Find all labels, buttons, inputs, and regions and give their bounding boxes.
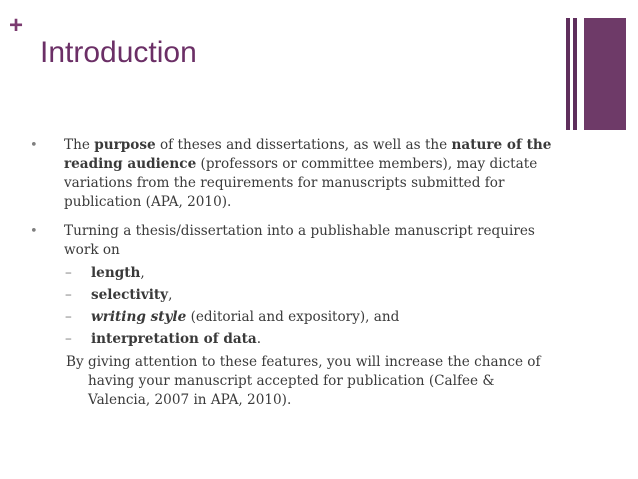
slide-content [30, 136, 560, 410]
sub-item-bold: length [91, 265, 141, 281]
sub-item-bold: writing style [91, 309, 187, 325]
plus-icon: + [9, 12, 24, 39]
sub-item-bold: selectivity [91, 287, 169, 303]
dash-icon: – [65, 331, 72, 347]
bullet1-text-2: of theses and dissertations, as well as the [155, 137, 452, 153]
dash-icon: – [65, 287, 72, 303]
slide-title: Introduction [40, 36, 197, 69]
sub-item-text [91, 330, 261, 349]
bullet-purpose [30, 136, 560, 212]
bullet-icon: • [30, 224, 38, 239]
bullet-text [64, 136, 560, 212]
sub-item-bold: interpretation of data [91, 331, 257, 347]
decorative-bar-thin-1 [566, 18, 570, 130]
dash-icon: – [65, 265, 72, 281]
sub-item-length [65, 264, 560, 283]
sub-item-text [91, 308, 399, 327]
decorative-bar-thin-2 [573, 18, 577, 130]
sub-item-text [91, 264, 145, 283]
sub-item-writing-style [65, 308, 560, 327]
bullet1-text-1: The [64, 137, 95, 153]
sub-item-rest: (editorial and expository), and [186, 309, 400, 325]
sub-item-rest: . [256, 331, 262, 347]
dash-icon: – [65, 309, 72, 325]
sub-item-interpretation [65, 330, 560, 349]
sub-item-rest: , [168, 287, 173, 303]
decorative-bar-main [584, 18, 626, 130]
sub-item-text [91, 286, 172, 305]
bullet1-text-3: (professors or committee members), may dictate variations from the requirements for manuscripts submitted for publication (APA, 2010). [64, 156, 538, 210]
bullet1-bold-purpose: purpose [94, 137, 156, 153]
sub-item-selectivity [65, 286, 560, 305]
bullet1-bold-audience: nature of the reading audience [64, 137, 552, 172]
bullet-text: Turning a thesis/dissertation into a publishable manuscript requires work on [64, 223, 535, 258]
bullet-icon: • [30, 138, 38, 153]
closing-paragraph: By giving attention to these features, you will increase the chance of having your manuscript accepted for publication (Calfee & Valencia, 2007 in APA, 2010). [66, 354, 541, 408]
bullet-turning [30, 222, 560, 260]
sub-item-rest: , [140, 265, 145, 281]
